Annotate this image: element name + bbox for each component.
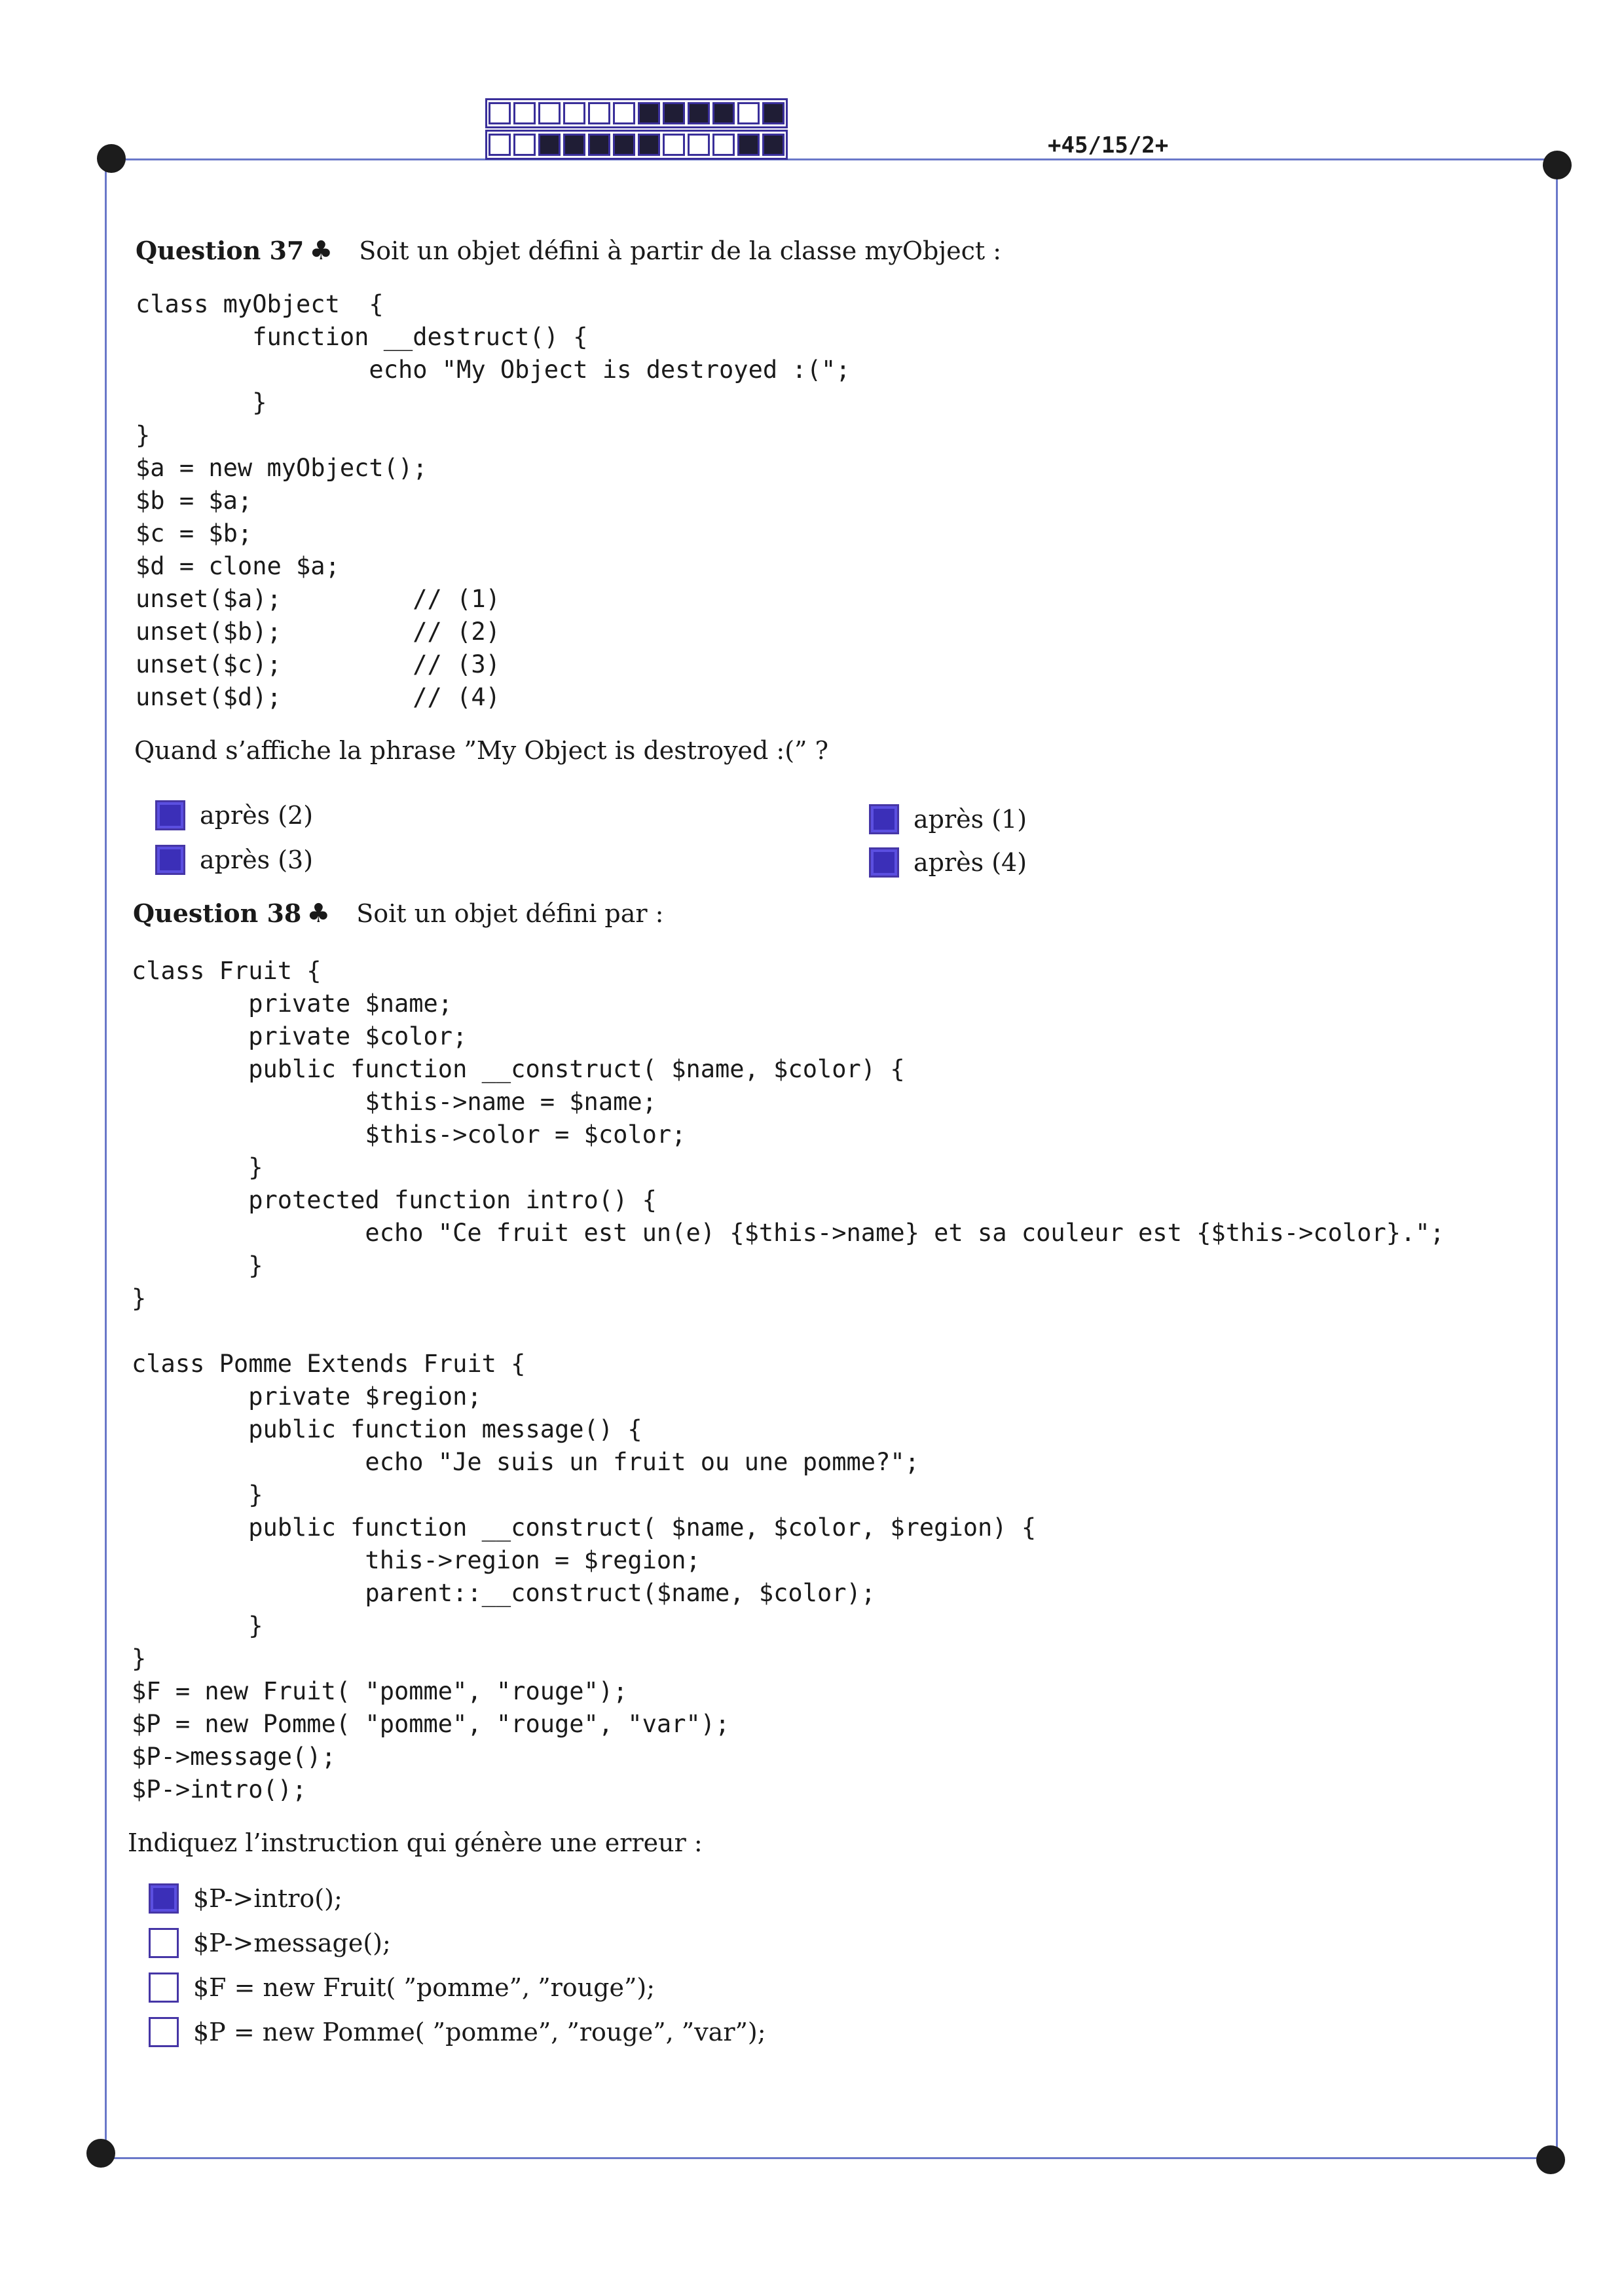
corner-mark-top-right (1543, 151, 1572, 179)
answer-option[interactable] (149, 1972, 655, 2003)
frame-top-line (111, 158, 1559, 160)
barcode-cell (663, 134, 685, 156)
barcode-cell (712, 102, 735, 124)
question-37-prompt: Quand s’affiche la phrase ”My Object is destroyed :(” ? (134, 736, 828, 765)
barcode-cell (737, 102, 760, 124)
barcode-cell (513, 102, 536, 124)
question-37-header (136, 236, 1001, 266)
question-38-code: class Fruit { private $name; private $color; public function __construct( $name, $color) { $this->name = $name; $this->color = $color; } protected function intro() { echo "Ce fruit est un(e) {$this->name} et sa couleur est {$this->color}."; } } class Pomme Extends Fruit { private $region; public function message() { echo "Je suis un fruit ou une pomme?"; } public function __construct( $name, $color, $region) { this->region = $region; parent::__construct($name, $color); } } $F = new Fruit( "pomme", "rouge"); $P = new Pomme( "pomme", "rouge", "var"); $P->message(); $P->intro(); (132, 957, 1445, 1804)
checkbox[interactable] (869, 804, 899, 834)
answer-option[interactable] (149, 2017, 766, 2047)
answer-option[interactable] (155, 845, 313, 875)
checkbox[interactable] (149, 1928, 179, 1958)
barcode-cell (688, 102, 710, 124)
question-number: Question 38 (133, 898, 302, 928)
barcode-cell (588, 102, 610, 124)
barcode-cell (688, 134, 710, 156)
barcode-cell (663, 102, 685, 124)
question-statement: Soit un objet défini à partir de la classe myObject : (359, 236, 1002, 265)
question-statement: Soit un objet défini par : (356, 899, 664, 928)
barcode-cell (638, 134, 660, 156)
answer-option[interactable] (869, 804, 1027, 834)
corner-mark-top-left (97, 144, 126, 173)
barcode-cell (538, 134, 561, 156)
checkbox[interactable] (869, 847, 899, 878)
corner-mark-bottom-right (1536, 2145, 1565, 2174)
page-id: +45/15/2+ (1048, 132, 1169, 158)
answer-option[interactable] (149, 1883, 342, 1914)
barcode-cell (762, 102, 784, 124)
barcode-cell (712, 134, 735, 156)
answer-label: $P = new Pomme( ”pomme”, ”rouge”, ”var”); (193, 2018, 766, 2046)
frame-bottom-line (100, 2157, 1550, 2159)
answer-label: après (1) (913, 805, 1027, 834)
corner-mark-bottom-left (86, 2139, 115, 2168)
answer-label: après (2) (200, 801, 314, 830)
barcode-cell (613, 134, 635, 156)
checkbox[interactable] (149, 1972, 179, 2003)
checkbox[interactable] (155, 845, 185, 875)
barcode-cell (563, 102, 585, 124)
question-37-code: class myObject { function __destruct() { echo "My Object is destroyed :("; } } $a = new myObject(); $b = $a; $c = $b; $d = clone $a; unset($a); // (1) unset($b); // (2) unset($c); // (3) unset($d); // (4) (136, 290, 851, 711)
checkbox[interactable] (149, 1883, 179, 1914)
barcode-cell (538, 102, 561, 124)
answer-label: $F = new Fruit( ”pomme”, ”rouge”); (193, 1973, 655, 2002)
checkbox[interactable] (155, 800, 185, 830)
club-icon: ♣ (309, 236, 333, 266)
barcode-cell (588, 134, 610, 156)
club-icon: ♣ (306, 898, 331, 929)
barcode-cell (613, 102, 635, 124)
barcode-row-1 (485, 98, 788, 128)
barcode-cell (737, 134, 760, 156)
answer-option[interactable] (149, 1928, 391, 1958)
question-38-prompt: Indiquez l’instruction qui génère une erreur : (128, 1828, 703, 1857)
barcode-cell (489, 102, 511, 124)
checkbox[interactable] (149, 2017, 179, 2047)
answer-label: $P->message(); (193, 1929, 391, 1957)
barcode-cell (513, 134, 536, 156)
barcode-cell (489, 134, 511, 156)
answer-label: $P->intro(); (193, 1884, 342, 1913)
barcode-row-2 (485, 130, 788, 160)
question-38-header (133, 898, 663, 929)
barcode-cell (762, 134, 784, 156)
answer-option[interactable] (155, 800, 313, 830)
answer-label: après (4) (913, 848, 1027, 877)
answer-label: après (3) (200, 845, 314, 874)
answer-option[interactable] (869, 847, 1027, 878)
barcode-cell (563, 134, 585, 156)
barcode-cell (638, 102, 660, 124)
frame-left-line (105, 160, 107, 2158)
frame-right-line (1556, 160, 1558, 2158)
question-number: Question 37 (136, 236, 304, 265)
